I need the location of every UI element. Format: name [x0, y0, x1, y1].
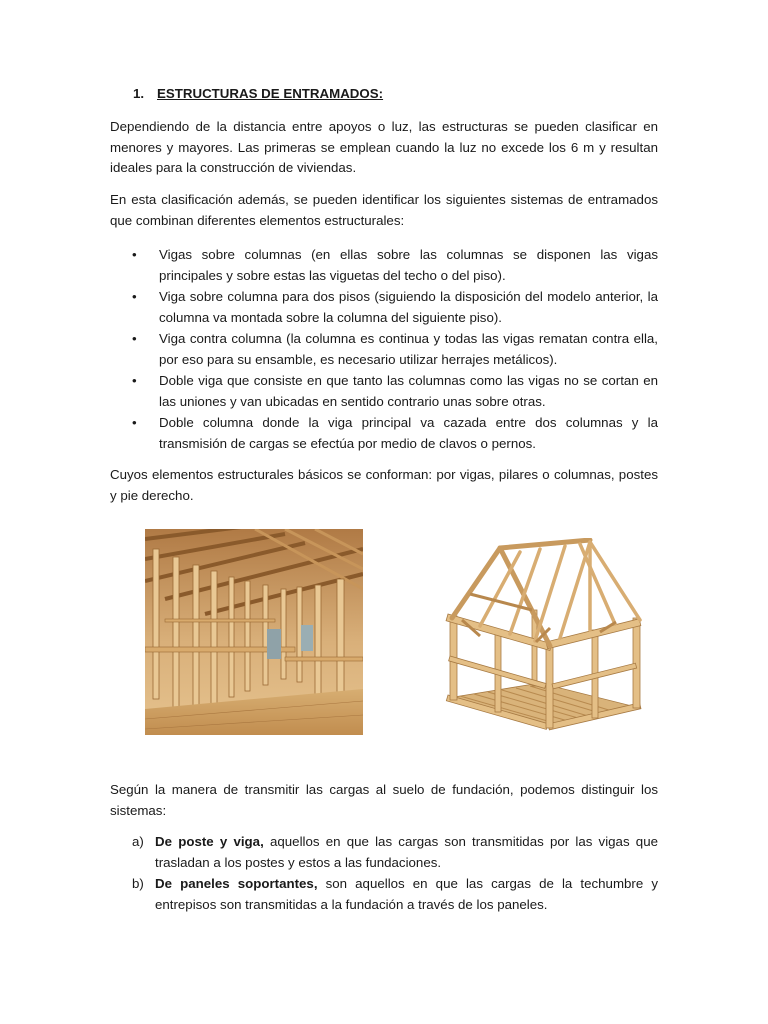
- list-item: • Viga sobre columna para dos pisos (siguiendo la disposición del modelo anterior, la columna va montada sobre la columna del siguiente piso).: [132, 289, 658, 325]
- paragraph-elements: Cuyos elementos estructurales básicos se conforman: por vigas, pilares o columnas, postes y pie derecho.: [110, 467, 658, 503]
- paragraph-classification: En esta clasificación además, se pueden identificar los siguientes sistemas de entramados que combinan diferentes elementos estructurales:: [110, 192, 658, 228]
- list-label: b): [132, 876, 144, 891]
- bullet-icon: •: [132, 289, 137, 304]
- section-number: 1.: [133, 86, 145, 101]
- list-item: • Doble viga que consiste en que tanto las columnas como las vigas no se cortan en las uniones y van ubicadas en sentido contrario unas sobre otras.: [132, 373, 658, 409]
- term: De poste y viga,: [155, 834, 264, 849]
- paragraph-intro: Dependiendo de la distancia entre apoyos o luz, las estructuras se pueden clasificar en menores y mayores. Las primeras se emplean cuando la luz no excede los 6 m y resultan ideales para la construcción de viviendas.: [110, 119, 658, 175]
- load-systems-list: [110, 832, 658, 916]
- list-label: a): [132, 834, 144, 849]
- timber-frame-house-photo: [440, 538, 646, 754]
- bullet-icon: •: [132, 247, 137, 262]
- section-heading: [133, 86, 383, 101]
- list-item: a) De poste y viga, aquellos en que las cargas son transmitidas por las vigas que trasladan a los postes y estos a las fundaciones.: [132, 834, 658, 870]
- list-item: • Vigas sobre columnas (en ellas sobre las columnas se disponen las vigas principales y sobre estas las viguetas del techo o del piso).: [132, 247, 658, 283]
- framing-systems-list: [110, 245, 658, 455]
- term: De paneles soportantes,: [155, 876, 318, 891]
- list-item: b) De paneles soportantes, son aquellos en que las cargas de la techumbre y entrepisos son transmitidas a la fundación a través de los paneles.: [132, 876, 658, 912]
- bullet-icon: •: [132, 415, 137, 430]
- list-item: • Viga contra columna (la columna es continua y todas las vigas rematan contra ella, por eso para su ensamble, es necesario utilizar herrajes metálicos).: [132, 331, 658, 367]
- paragraph-load-transmission: Según la manera de transmitir las cargas al suelo de fundación, podemos distinguir los sistemas:: [110, 782, 658, 818]
- bullet-icon: •: [132, 373, 137, 388]
- section-title: ESTRUCTURAS DE ENTRAMADOS:: [157, 86, 384, 101]
- interior-framing-photo: [145, 529, 363, 735]
- list-item: • Doble columna donde la viga principal va cazada entre dos columnas y la transmisión de cargas se efectúa por medio de clavos o pernos.: [132, 415, 658, 451]
- bullet-icon: •: [132, 331, 137, 346]
